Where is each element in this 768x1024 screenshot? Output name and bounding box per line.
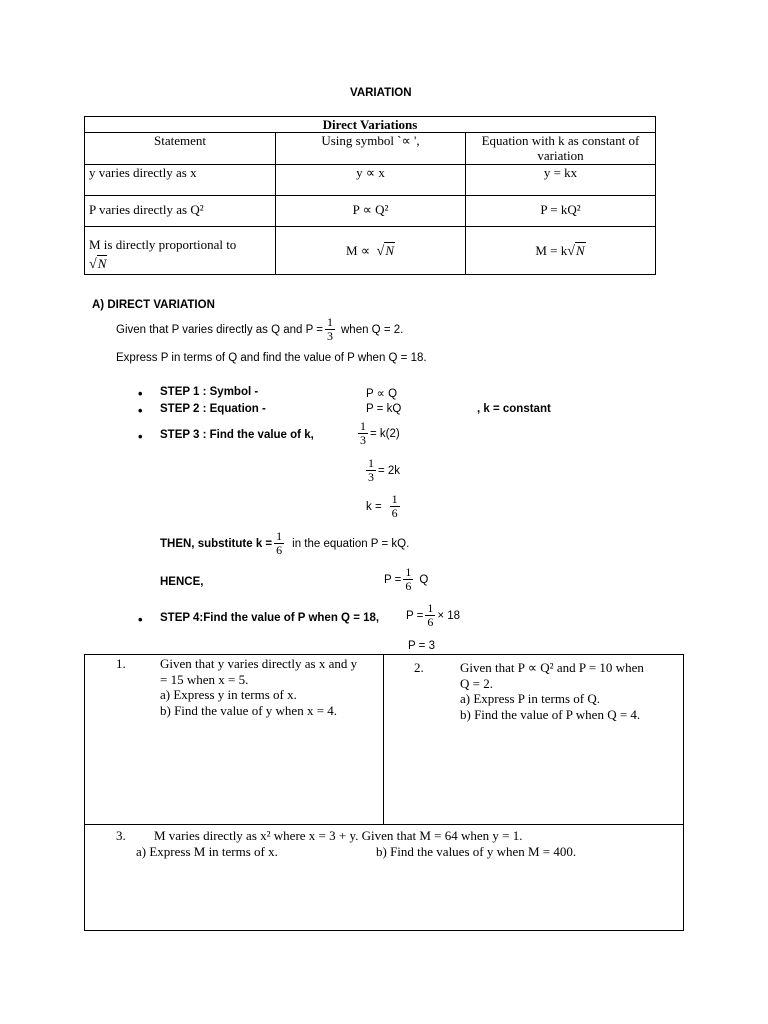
table-row-3-symbol: M ∝ √N [276,227,466,275]
fraction-one-sixth: $\frac{1}{6}$ [427,601,434,629]
step-3-line-2: $\frac{1}{3}$ = 2k [368,456,401,484]
step-2-label: • STEP 2 : Equation - [160,403,266,415]
header-symbol: Using symbol `∝ ', [276,133,466,165]
question-3-part-b: b) Find the values of y when M = 400. [376,844,577,859]
fraction-one-third: $\frac{1}{3}$ [360,419,366,447]
question-3-text: M varies directly as x² where x = 3 + y. Given that M = 64 when y = 1. [154,828,523,843]
sqrt-n: √N [376,242,394,259]
page-title: VARIATION [350,87,412,99]
step-3-line-3: k = $\frac{1}{6}$ [366,492,398,520]
section-heading: A) DIRECT VARIATION [92,299,215,311]
sqrt-n: √N [89,256,107,272]
step-2-value: P = kQ [366,403,402,415]
hence-label: HENCE, [160,576,204,588]
step-2-note: , k = constant [477,403,551,415]
table-row-3-statement [85,227,276,275]
question-1-number: 1. [116,656,126,671]
header-equation: Equation with k as constant of variation [466,133,656,165]
step-3-line-1: $\frac{1}{3}$ = k(2) [360,419,400,447]
step-4-answer: P = 3 [408,640,435,652]
hence-equation: P = $\frac{1}{6}$ Q [384,565,429,593]
table-row-2-symbol: P ∝ Q² [276,196,466,227]
step-3-label: • STEP 3 : Find the value of k, [160,429,314,441]
then-line: THEN, substitute k = $\frac{1}{6}$ in the equation P = kQ. [160,529,410,557]
step-4-equation: P = $\frac{1}{6}$ × 18 [406,601,461,629]
table-row-1-symbol: y ∝ x [276,165,466,196]
step-1-label: • STEP 1 : Symbol - [160,386,258,398]
fraction-one-sixth: $\frac{1}{6}$ [276,529,283,557]
table-row-1-statement: y varies directly as x [85,165,276,196]
step-4-label: • STEP 4:Find the value of P when Q = 18, [160,612,379,624]
given-line: Given that P varies directly as Q and P = $\frac{1}{3}$ when Q = 2. [116,315,404,343]
fraction-one-third: $\frac{1}{3}$ [327,315,333,343]
step-1-value: P ∝ Q [366,388,398,400]
question-2-text: Given that P ∝ Q² and P = 10 when Q = 2. a) Express P in terms of Q. b) Find the value of P when Q = 4. [460,660,644,722]
question-3-part-a: a) Express M in terms of x. [136,844,278,859]
table-caption: Direct Variations [85,117,656,133]
fraction-one-third: $\frac{1}{3}$ [368,456,374,484]
table-row-3-equation: M = k√N [466,227,656,275]
question-3-number: 3. [116,828,126,843]
fraction-one-sixth: $\frac{1}{6}$ [391,492,398,520]
direct-variations-table [84,116,656,275]
table-row-2-statement: P varies directly as Q² [85,196,276,227]
fraction-one-sixth: $\frac{1}{6}$ [405,565,412,593]
header-statement: Statement [85,133,276,165]
table-row-3-statement-text: M is directly proportional to [89,237,237,252]
table-row-2-equation: P = kQ² [466,196,656,227]
sqrt-n: √N [567,242,585,259]
express-line: Express P in terms of Q and find the value of P when Q = 18. [116,352,427,364]
question-2-number: 2. [414,660,424,675]
question-1-text: Given that y varies directly as x and y = 15 when x = 5. a) Express y in terms of x. b) Find the value of y when x = 4. [160,656,358,718]
table-row-1-equation: y = kx [466,165,656,196]
